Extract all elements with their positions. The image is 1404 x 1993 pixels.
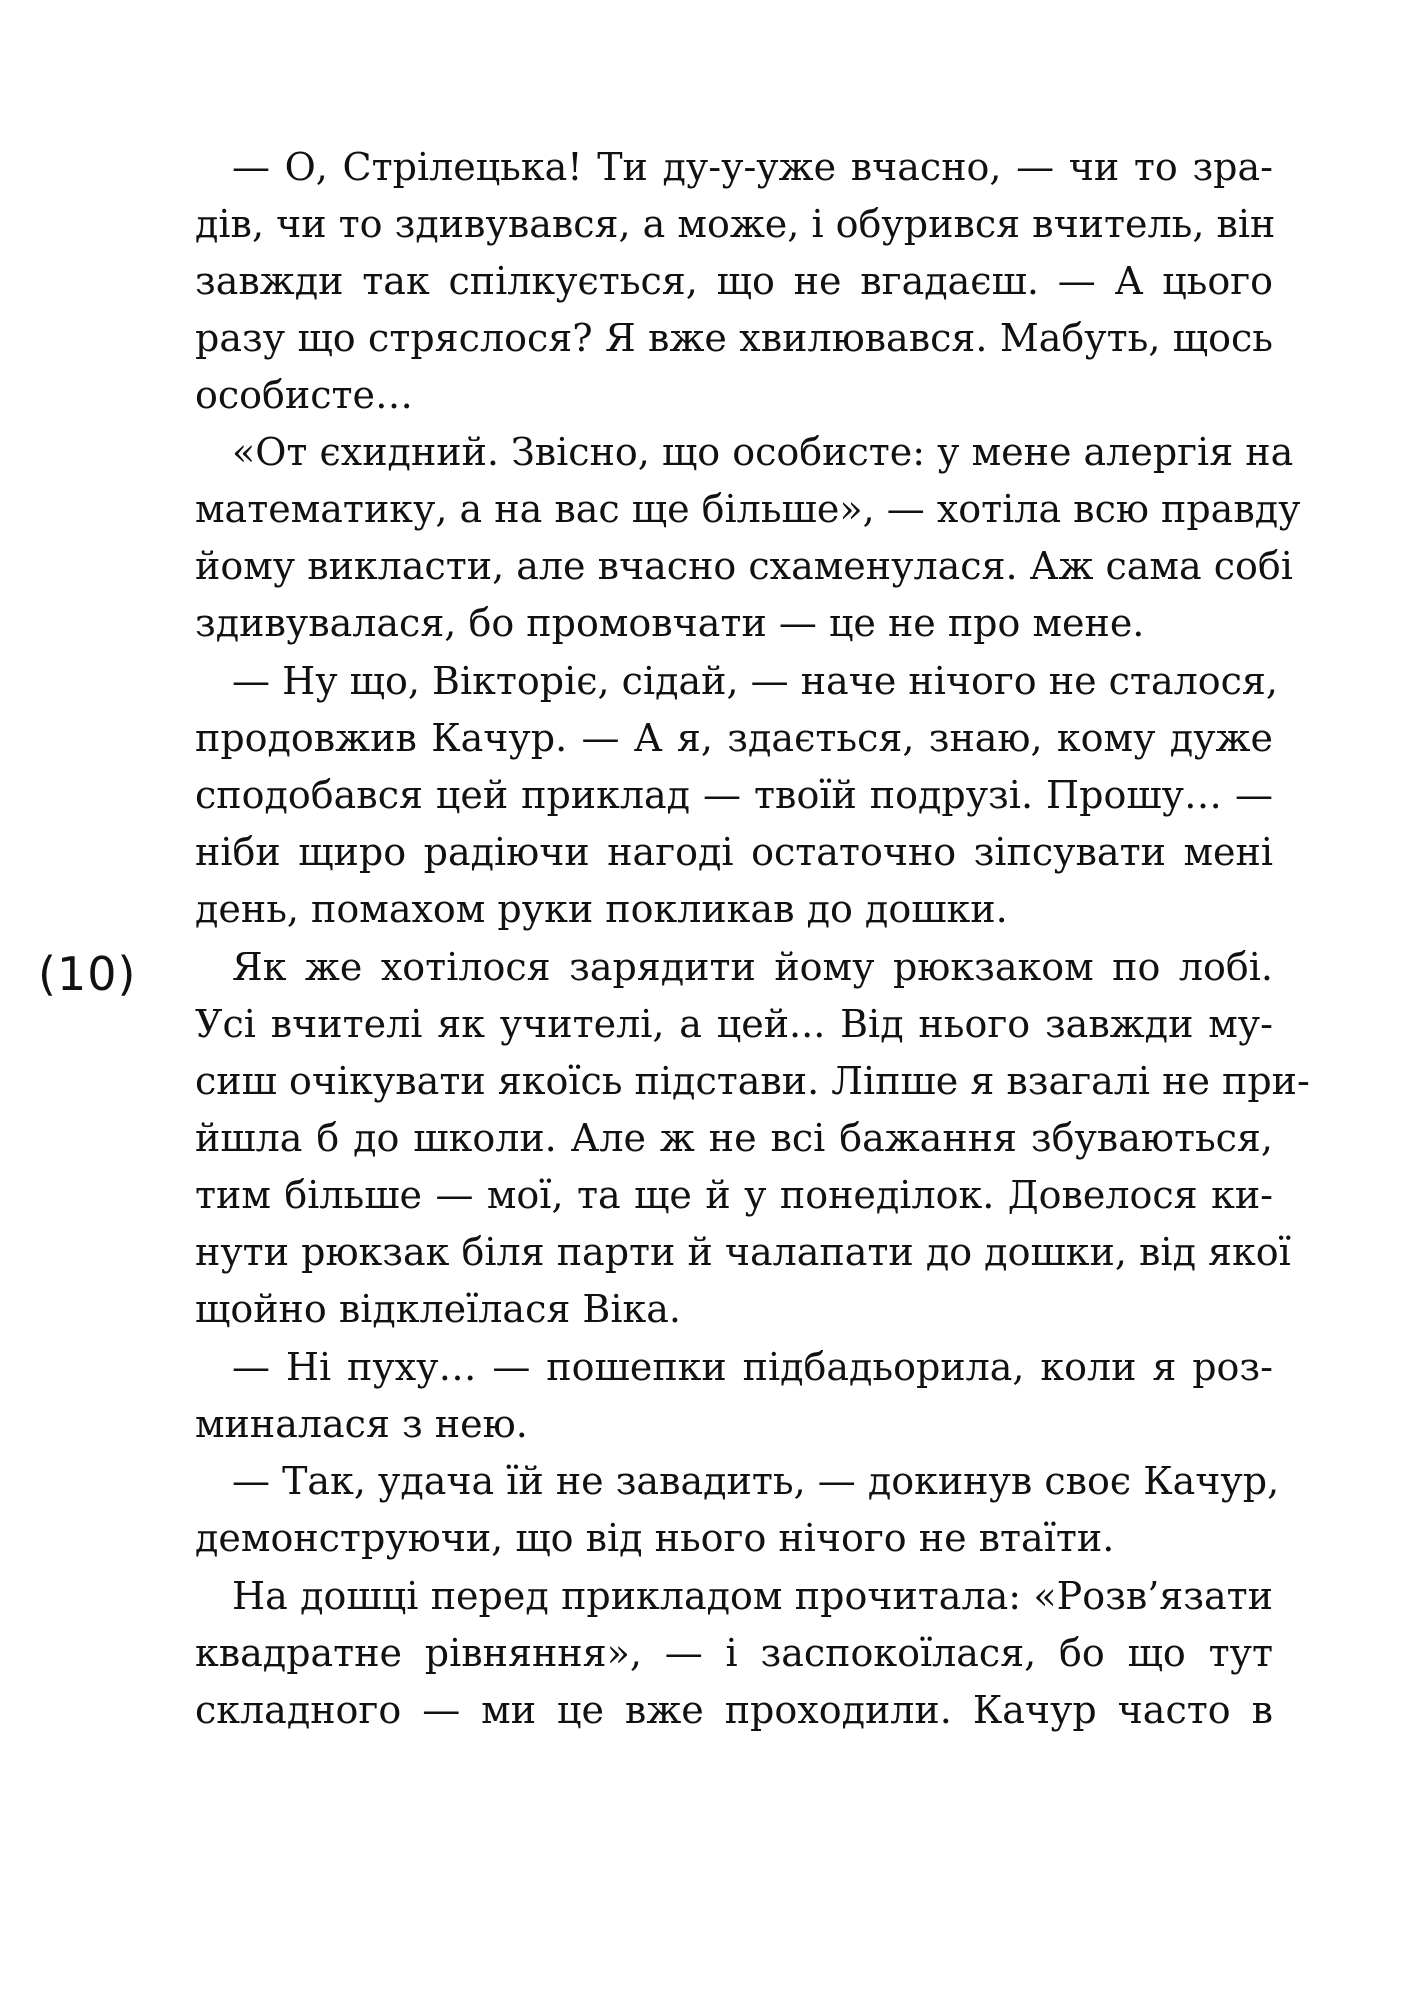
text-line: йому викласти, але вчасно схаменулася. Аж сама собі <box>195 544 1293 588</box>
text-line: тим більше — мої, та ще й у понеділок. Довелося ки- <box>195 1173 1273 1217</box>
text-line: дів, чи то здивувався, а може, і обурився вчитель, він <box>195 202 1276 246</box>
margin-marker: (10) <box>38 947 137 1001</box>
text-line: математику, а на вас ще більше», — хотіла всю правду <box>195 487 1301 531</box>
text-line: ніби щиро радіючи нагоді остаточно зіпсувати мені <box>195 830 1273 874</box>
text-line: здивувалася, бо промовчати — це не про мене. <box>195 601 1145 645</box>
text-line: день, помахом руки покликав до дошки. <box>195 887 1008 931</box>
text-line: нути рюкзак біля парти й чалапати до дошки, від якої <box>195 1230 1291 1274</box>
text-line: Усі вчителі як учителі, а цей... Від нього завжди му- <box>195 1002 1273 1046</box>
text-line: сподобався цей приклад — твоїй подрузі. Прошу… — <box>195 773 1273 817</box>
text-line: щойно відклеїлася Віка. <box>195 1287 681 1331</box>
text-line: — О, Стрілецька! Ти ду-у-уже вчасно, — чи то зра- <box>232 145 1273 189</box>
text-line: завжди так спілкується, що не вгадаєш. — А цього <box>195 259 1273 303</box>
text-line: — Так, удача їй не завадить, — докинув своє Качур, <box>232 1459 1280 1503</box>
text-line: складного — ми це вже проходили. Качур часто в <box>195 1688 1273 1732</box>
text-line: Як же хотілося зарядити йому рюкзаком по лобі. <box>232 945 1273 989</box>
text-line: сиш очікувати якоїсь підстави. Ліпше я взагалі не при- <box>195 1059 1310 1103</box>
text-line: особисте… <box>195 373 414 417</box>
text-line: йшла б до школи. Але ж не всі бажання збуваються, <box>195 1116 1273 1160</box>
text-line: — Ну що, Вікторіє, сідай, — наче нічого не сталося, <box>232 659 1278 703</box>
text-line: продовжив Качур. — А я, здається, знаю, кому дуже <box>195 716 1273 760</box>
text-line: «От єхидний. Звісно, що особисте: у мене алергія на <box>232 430 1294 474</box>
text-line: миналася з нею. <box>195 1402 528 1446</box>
text-line: разу що стряслося? Я вже хвилювався. Мабуть, щось <box>195 316 1273 360</box>
text-line: демонструючи, що від нього нічого не втаїти. <box>195 1516 1115 1560</box>
text-line: На дошці перед прикладом прочитала: «Розв’язати <box>232 1574 1273 1618</box>
text-line: — Ні пуху… — пошепки підбадьорила, коли я роз- <box>232 1345 1273 1389</box>
text-line: квадратне рівняння», — і заспокоїлася, бо що тут <box>195 1631 1273 1675</box>
